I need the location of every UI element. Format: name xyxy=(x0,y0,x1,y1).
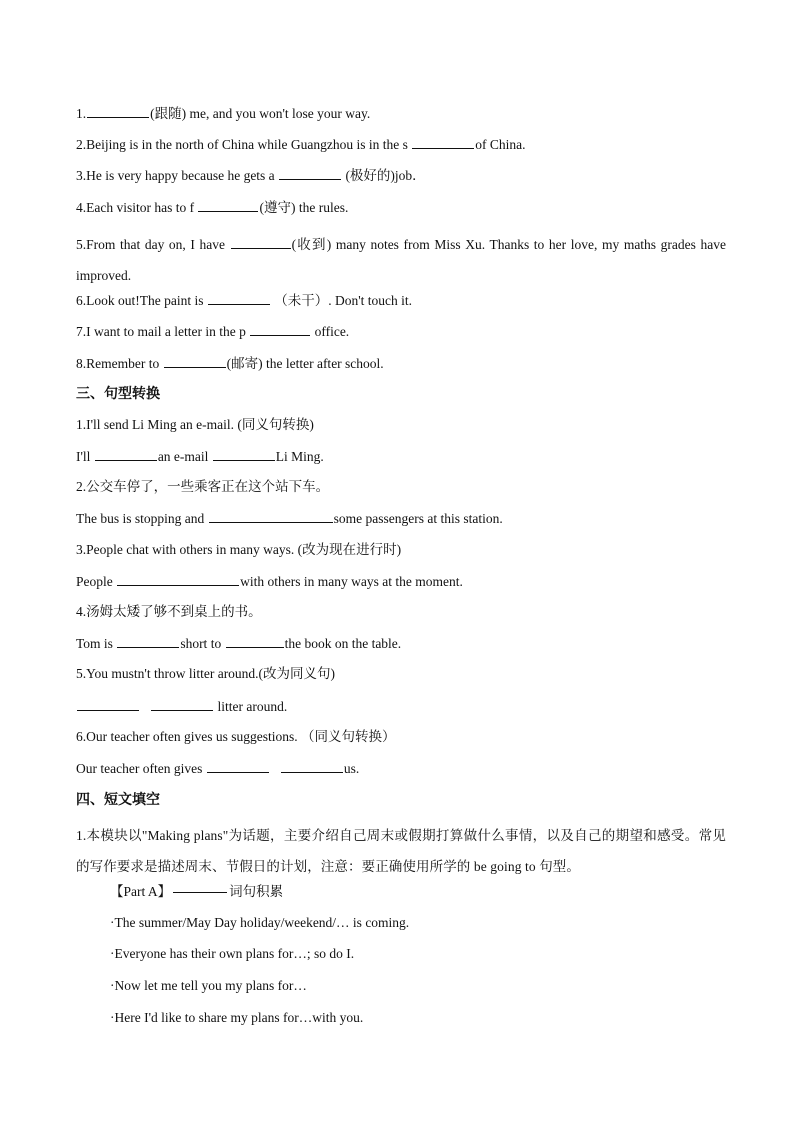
answer-blank[interactable] xyxy=(209,509,333,523)
answer-blank[interactable] xyxy=(117,634,179,648)
answer-text: The bus is stopping and xyxy=(76,511,208,526)
phrase-item: ·Everyone has their own plans for…; so do I. xyxy=(110,946,355,961)
vocab-item-4 xyxy=(76,198,348,217)
section-4-intro: 1.本模块以"Making plans"为话题，主要介绍自己周末或假期打算做什么事情，以及自己的期望和感受。常见的写作要求是描述周末、节假日的计划，注意：要正确使用所学的 be going to 句型。 xyxy=(76,828,726,874)
item-text: of China. xyxy=(475,137,526,152)
item-text: (收到) many notes from Miss Xu. Thanks to her love, my maths grades have improved. xyxy=(76,237,726,283)
question-3-3: 3.People chat with others in many ways. (改为现在进行时) xyxy=(76,542,402,557)
answer-blank[interactable] xyxy=(250,322,310,336)
answer-text: I'll xyxy=(76,449,94,464)
answer-blank[interactable] xyxy=(208,291,270,305)
answer-text: an e-mail xyxy=(157,449,212,464)
section-heading-4: 四、短文填空 xyxy=(76,792,160,808)
vocab-item-6 xyxy=(76,291,412,310)
question-3-4: 4.汤姆太矮了够不到桌上的书。 xyxy=(76,604,262,619)
vocab-item-7 xyxy=(76,322,349,341)
item-text: 6.Look out!The paint is xyxy=(76,293,207,308)
answer-line-3-1 xyxy=(76,447,324,466)
answer-blank[interactable] xyxy=(95,447,157,461)
part-a-heading xyxy=(110,883,283,901)
question-3-2: 2.公交车停了，一些乘客正在这个站下车。 xyxy=(76,479,330,494)
answer-blank[interactable] xyxy=(213,447,275,461)
answer-blank[interactable] xyxy=(226,634,284,648)
answer-text: some passengers at this station. xyxy=(333,511,503,526)
answer-blank[interactable] xyxy=(77,697,139,711)
phrase-item: ·Here I'd like to share my plans for…with you. xyxy=(110,1010,364,1025)
item-text: 7.I want to mail a letter in the p xyxy=(76,324,250,339)
answer-text: Tom is xyxy=(76,636,117,651)
answer-line-3-3 xyxy=(76,572,463,591)
part-a-label: 【Part A】 xyxy=(110,884,172,899)
answer-blank[interactable] xyxy=(281,759,343,773)
item-text: 1. xyxy=(76,106,87,121)
answer-blank[interactable] xyxy=(87,104,149,118)
phrase-item: ·The summer/May Day holiday/weekend/… is coming. xyxy=(110,915,410,930)
dash-divider xyxy=(173,892,227,893)
answer-text: short to xyxy=(180,636,225,651)
vocab-item-5 xyxy=(76,229,726,291)
answer-blank[interactable] xyxy=(198,198,258,212)
item-text: office. xyxy=(311,324,350,339)
section-heading-3: 三、句型转换 xyxy=(76,386,160,402)
answer-line-3-5 xyxy=(76,697,287,716)
item-text: 2.Beijing is in the north of China while Guangzhou is in the s xyxy=(76,137,412,152)
vocab-item-3 xyxy=(76,166,426,185)
question-3-1: 1.I'll send Li Ming an e-mail. (同义句转换) xyxy=(76,417,314,432)
question-3-5: 5.You mustn't throw litter around.(改为同义句) xyxy=(76,666,336,681)
answer-blank[interactable] xyxy=(412,135,474,149)
answer-text: us. xyxy=(343,761,360,776)
answer-line-3-6 xyxy=(76,759,359,778)
answer-blank[interactable] xyxy=(117,572,239,586)
vocab-item-1 xyxy=(76,104,370,123)
question-3-6: 6.Our teacher often gives us suggestions. （同义句转换） xyxy=(76,729,396,744)
answer-text: Li Ming. xyxy=(275,449,324,464)
answer-text: the book on the table. xyxy=(284,636,402,651)
vocab-item-2 xyxy=(76,135,525,154)
vocab-item-8 xyxy=(76,354,384,373)
item-text: (极好的)job． xyxy=(342,168,426,183)
item-text: 4.Each visitor has to f xyxy=(76,200,198,215)
answer-line-3-4 xyxy=(76,634,401,653)
item-text: （未干）. Don't touch it. xyxy=(270,293,413,308)
answer-text: litter around. xyxy=(214,699,288,714)
answer-text: with others in many ways at the moment. xyxy=(240,574,463,589)
phrase-item: ·Now let me tell you my plans for… xyxy=(110,978,307,993)
answer-text: Our teacher often gives xyxy=(76,761,206,776)
part-a-title: 词句积累 xyxy=(229,884,284,899)
item-text: 5.From that day on, I have xyxy=(76,237,230,252)
answer-blank[interactable] xyxy=(207,759,269,773)
item-text: 8.Remember to xyxy=(76,356,163,371)
answer-blank[interactable] xyxy=(164,354,226,368)
item-text: (遵守) the rules. xyxy=(259,200,349,215)
answer-text: People xyxy=(76,574,117,589)
item-text: (跟随) me, and you won't lose your way. xyxy=(150,106,371,121)
item-text: (邮寄) the letter after school. xyxy=(226,356,384,371)
answer-blank[interactable] xyxy=(151,697,213,711)
answer-blank[interactable] xyxy=(279,166,341,180)
answer-line-3-2 xyxy=(76,509,503,528)
item-text: 3.He is very happy because he gets a xyxy=(76,168,279,183)
answer-blank[interactable] xyxy=(231,235,291,249)
